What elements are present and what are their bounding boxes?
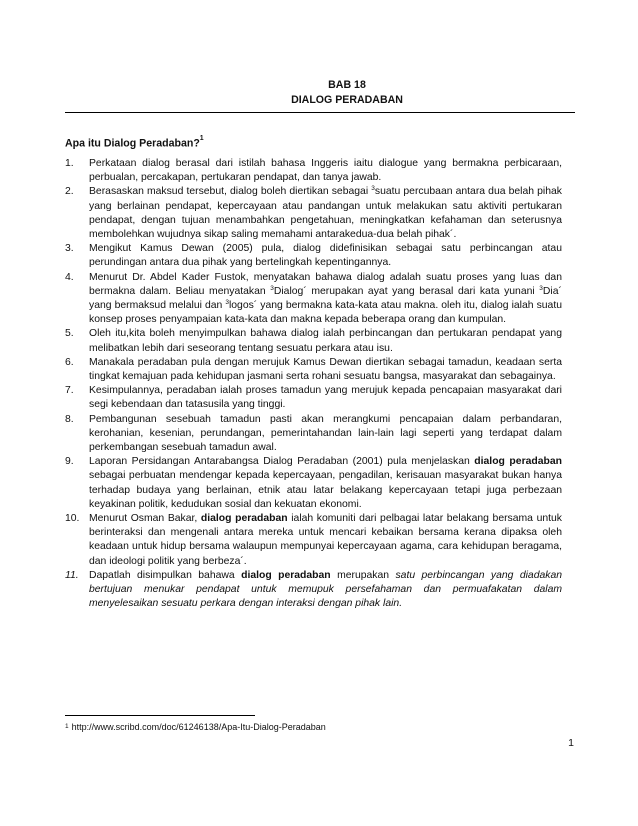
footnote-marker: 1 bbox=[65, 723, 69, 730]
list-item-text: Manakala peradaban pula dengan merujuk Kamus Dewan diertikan sebagai tamadun, keadaan serta tingkat kemajuan pada kehidupan jasmani serta rohani sesuatu bangsa, masyarakat dan sebagainya. bbox=[89, 356, 562, 383]
list-item-number: 4. bbox=[65, 271, 74, 283]
footnote bbox=[65, 721, 326, 733]
list-item-text: satu perbincangan yang diadakan bertujuan menukar pendapat untuk memupuk persefahaman dan permuafakatan dalam menyelesaikan sesuatu perkara dengan interaksi dengan pihak lain. bbox=[89, 569, 563, 610]
list-item-number: 3. bbox=[65, 243, 74, 255]
list-item-text: Menurut Osman Bakar, bbox=[89, 513, 201, 525]
list-item-number: 8. bbox=[65, 413, 74, 425]
list-item-text: Dia´ yang bermaksud melalui dan bbox=[89, 285, 562, 312]
list-item bbox=[65, 455, 562, 512]
section-heading: Apa itu Dialog Peradaban?$^1$ bbox=[65, 135, 204, 150]
list-item-text: Pembangunan sesebuah tamadun pasti akan merangkumi pencapaian dalam perbandaran, kerohanian, kesenian, perundangan, pemerintahandan lain-lain lagi seperti yang terdapat dalam perkembangan sesebuah tamadun awal. bbox=[89, 413, 562, 454]
chapter-title-block bbox=[0, 78, 638, 108]
list-item-text: Dialog´ merupakan ayat yang berasal dari kata yunani bbox=[273, 285, 540, 297]
list-item-number: 7. bbox=[65, 385, 74, 397]
list-item-text: Dapatlah disimpulkan bahawa bbox=[89, 569, 242, 581]
list-item-text: Berasaskan maksud tersebut, dialog boleh diertikan sebagai bbox=[89, 186, 372, 198]
list-item-number: 6. bbox=[65, 356, 74, 368]
page-number: 1 bbox=[568, 737, 574, 749]
list-item-text: Menurut Dr. Abdel Kader Fustok, menyatakan bahawa dialog adalah suatu proses yang luas dan bermakna dalam. Beliau menyatakan bbox=[89, 271, 562, 297]
list-item bbox=[65, 569, 562, 612]
bold-term: dialog peradaban bbox=[474, 456, 562, 468]
list-item bbox=[65, 512, 562, 569]
list-item-text: Mengikut Kamus Dewan (2005) pula, dialog didefinisikan sebagai satu perbincangan atau perundingan antara dua pihak yang bertelingkah kepentingannya. bbox=[89, 243, 562, 269]
list-item bbox=[65, 185, 562, 242]
footnote-reference[interactable]: 1 bbox=[199, 135, 204, 142]
list-item-text: Laporan Persidangan Antarabangsa Dialog Peradaban (2001) pula menjelaskan bbox=[89, 456, 475, 468]
list-item bbox=[65, 413, 562, 456]
list-item-number: 5. bbox=[65, 328, 74, 340]
list-item bbox=[65, 327, 562, 355]
list-item-text: sebagai perbuatan mendengar kepada kepercayaan, pengadilan, kerisauan masyarakat bukan hanya terhadap budaya yang berlainan, etnik atau latar belakang kepercayaan tetapi juga perbezaan keyakinan politik, kedudukan sosial dan kekuatan ekonomi. bbox=[89, 470, 562, 510]
superscript: 3 bbox=[371, 185, 375, 193]
superscript: 3 bbox=[270, 284, 274, 292]
list-item-number: 10. bbox=[65, 513, 80, 525]
chapter-title: DIALOG PERADABAN bbox=[291, 94, 403, 106]
bold-term: dialog peradaban bbox=[200, 513, 288, 525]
superscript: 3 bbox=[539, 284, 543, 292]
list-item-number: 9. bbox=[65, 456, 74, 468]
list-item-text: Perkataan dialog berasal dari istilah bahasa Inggeris iaitu dialogue yang bermakna perbicaraan, perbualan, percakapan, pertukaran pendapat, dan tanya jawab. bbox=[89, 158, 562, 184]
list-item-text: ialah komuniti dari pelbagai latar belakang bersama untuk berinteraksi dan mengenali antara mereka untuk mencari kebaikan bersama kerana dipaksa oleh keadaan untuk hidup bersama walaupun mempunyai kepercayaan agama, cara kehidupan beragama, dan ideologi politik yang berbeza´. bbox=[89, 513, 562, 567]
footnote-link[interactable]: http://www.scribd.com/doc/61246138/Apa-Itu-Dialog-Peradaban bbox=[71, 722, 326, 732]
list-item bbox=[65, 157, 562, 185]
footnote-divider bbox=[65, 715, 255, 716]
list-item bbox=[65, 384, 562, 412]
bold-term: dialog peradaban bbox=[241, 569, 331, 581]
list-item-text: Kesimpulannya, peradaban ialah proses tamadun yang merujuk kepada pencapaian masyarakat dari segi kebendaan dan tatasusila yang tinggi. bbox=[89, 385, 562, 411]
numbered-list bbox=[65, 157, 562, 612]
list-item-text: Oleh itu,kita boleh menyimpulkan bahawa dialog ialah perbincangan dan pertukaran pendapat yang melibatkan lebih dari seseorang tentang sesuatu perkara atau isu. bbox=[89, 328, 562, 354]
superscript: 3 bbox=[225, 299, 229, 307]
list-item-number: 2. bbox=[65, 186, 74, 198]
list-item bbox=[65, 242, 562, 270]
list-item bbox=[65, 356, 562, 384]
chapter-number: BAB 18 bbox=[328, 79, 366, 91]
list-item-number: 11. bbox=[65, 569, 79, 581]
list-item bbox=[65, 271, 562, 328]
list-item-text: logos´ yang bermakna kata-kata atau makna. oleh itu, dialog ialah suatu konsep proses penyampaian kata-kata dan makna kepada beberapa orang dan kumpulan. bbox=[89, 300, 562, 326]
list-item-text: suatu percubaan antara dua belah pihak yang berlainan pendapat, kepercayaan atau pandangan untuk melakukan satu aktiviti pertukaran pendapat, dengan tujuan menambahkan pengetahuan, meningkatkan kefahaman dan seterusnya membolehkan wujudnya sikap saling memahami antarakedua-dua belah pihak´. bbox=[89, 186, 562, 241]
list-item-number: 1. bbox=[65, 158, 74, 169]
list-item-text: merupakan bbox=[330, 569, 396, 581]
title-divider bbox=[65, 112, 575, 113]
